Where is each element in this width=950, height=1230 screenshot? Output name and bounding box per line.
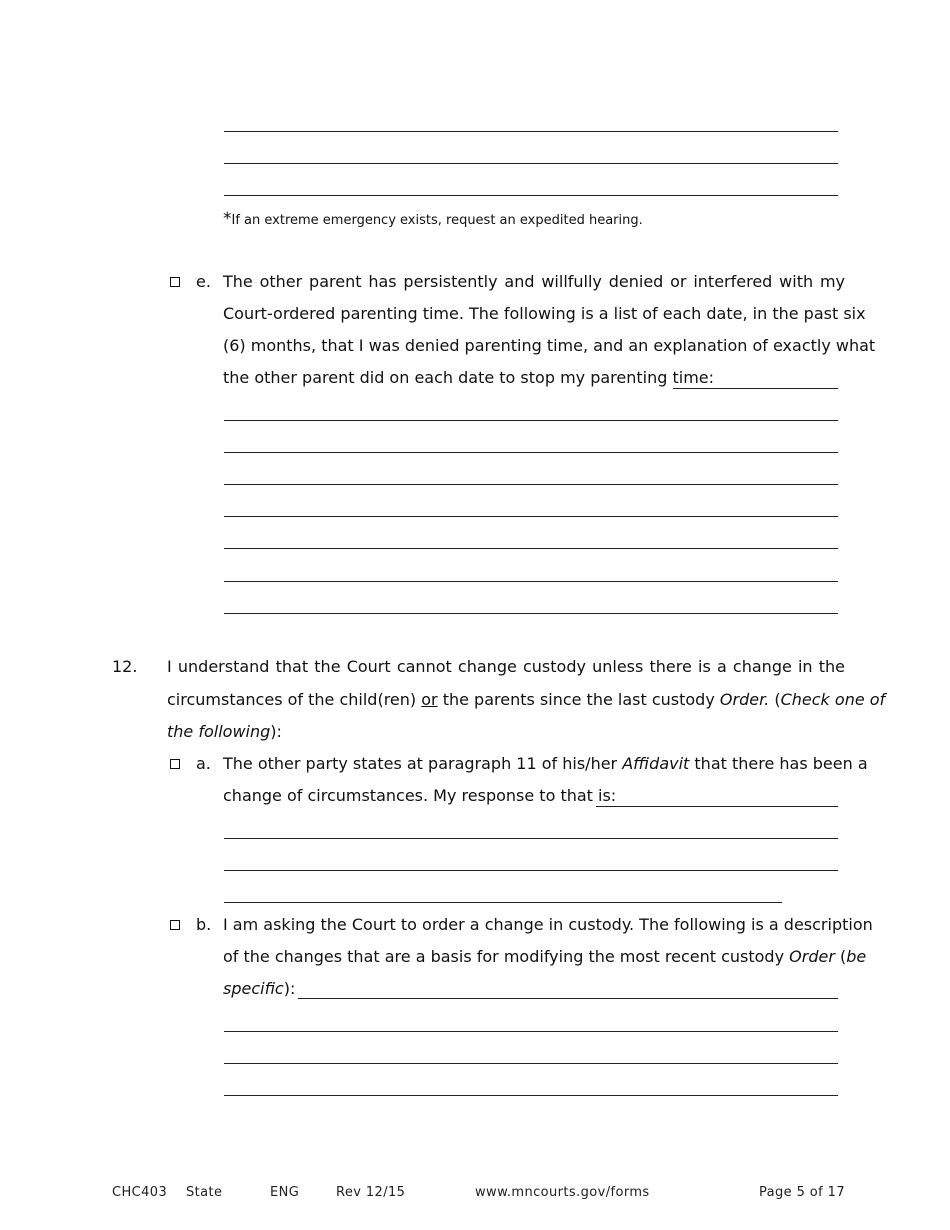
answer-line[interactable] [224, 613, 838, 614]
checkbox-item-b[interactable] [170, 920, 180, 930]
answer-line[interactable] [224, 838, 838, 839]
emergency-note-text: If an extreme emergency exists, request an expedited hearing. [231, 213, 643, 228]
item-b-line-3 [223, 979, 295, 999]
answer-line[interactable] [596, 806, 838, 807]
item-b-line-1: I am asking the Court to order a change in custody. The following is a description [223, 915, 873, 934]
item-b-letter: b. [196, 915, 212, 934]
italic-be: be [846, 947, 867, 966]
footer-state: State [186, 1185, 223, 1200]
item-a-line-1 [223, 754, 868, 774]
item-b-line-2 [223, 947, 867, 967]
answer-line[interactable] [224, 131, 838, 132]
asterisk: * [223, 209, 232, 229]
answer-line[interactable] [224, 1095, 838, 1096]
text-run: circumstances of the child(ren) [167, 690, 422, 709]
item-e-line-4: the other parent did on each date to stop my parenting time: [223, 368, 715, 387]
italic-specific: specific [223, 979, 284, 998]
italic-order: Order. [719, 690, 770, 709]
emergency-note [223, 209, 643, 231]
answer-line[interactable] [224, 452, 838, 453]
text-run: ): [270, 722, 282, 741]
text-run: that there has been a [689, 754, 868, 773]
paragraph-12-line-2 [167, 690, 886, 710]
answer-line[interactable] [224, 902, 782, 903]
italic-check-instruction: Check one of [780, 690, 886, 709]
answer-line[interactable] [224, 516, 838, 517]
answer-line[interactable] [673, 388, 838, 389]
text-run: of the changes that are a basis for modifying the most recent custody [223, 947, 790, 966]
answer-line[interactable] [224, 581, 838, 582]
text-run: ( [834, 947, 847, 966]
answer-line[interactable] [224, 1063, 838, 1064]
checkbox-item-a[interactable] [170, 759, 180, 769]
answer-line[interactable] [224, 548, 838, 549]
text-run: The other party states at paragraph 11 of his/her [223, 754, 623, 773]
answer-line[interactable] [298, 998, 838, 999]
answer-line[interactable] [224, 484, 838, 485]
italic-the-following: the following [167, 722, 271, 741]
checkbox-item-e[interactable] [170, 277, 180, 287]
item-e-letter: e. [196, 272, 211, 291]
answer-line[interactable] [224, 1031, 838, 1032]
item-a-line-2: change of circumstances. My response to that is: [223, 786, 617, 805]
footer-website: www.mncourts.gov/forms [475, 1185, 650, 1200]
item-e-line-1: The other parent has persistently and willfully denied or interfered with my [223, 272, 845, 291]
text-run: ( [769, 690, 781, 709]
answer-line[interactable] [224, 195, 838, 196]
answer-line[interactable] [224, 420, 838, 421]
paragraph-12-line-3 [167, 722, 282, 742]
answer-line[interactable] [224, 163, 838, 164]
paragraph-12-number: 12. [112, 657, 138, 676]
italic-order: Order [789, 947, 835, 966]
item-a-letter: a. [196, 754, 211, 773]
footer-revision: Rev 12/15 [336, 1185, 406, 1200]
underlined-or: or [421, 690, 438, 709]
answer-line[interactable] [224, 870, 838, 871]
item-e-line-2: Court-ordered parenting time. The following is a list of each date, in the past six [223, 304, 866, 323]
item-e-line-3: (6) months, that I was denied parenting time, and an explanation of exactly what [223, 336, 876, 355]
text-run: ): [283, 979, 296, 998]
footer-form-code: CHC403 [112, 1185, 168, 1200]
footer-page-number: Page 5 of 17 [759, 1185, 846, 1200]
footer-language: ENG [270, 1185, 300, 1200]
italic-affidavit: Affidavit [622, 754, 690, 773]
paragraph-12-line-1: I understand that the Court cannot change custody unless there is a change in the [167, 657, 845, 676]
text-run: the parents since the last custody [437, 690, 720, 709]
